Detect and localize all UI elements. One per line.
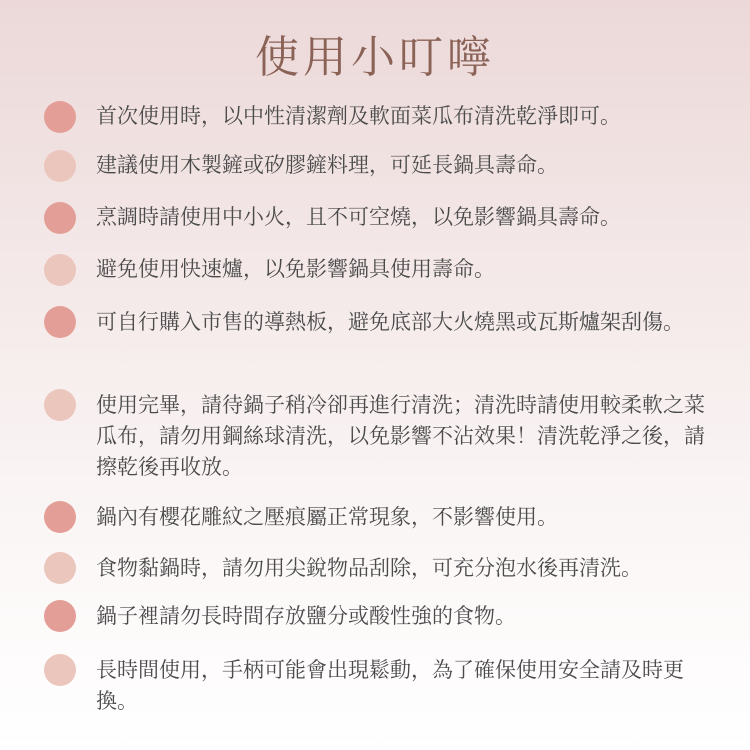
bullet-dot-icon bbox=[44, 254, 76, 286]
tip-text: 鍋子裡請勿長時間存放鹽分或酸性強的食物。 bbox=[96, 604, 516, 628]
bullet-dot-icon bbox=[44, 501, 76, 533]
tip-text: 食物黏鍋時，請勿用尖銳物品刮除，可充分泡水後再清洗。 bbox=[96, 556, 642, 580]
tip-text: 鍋內有櫻花雕紋之壓痕屬正常現象，不影響使用。 bbox=[96, 505, 558, 529]
bullet-dot-icon bbox=[44, 202, 76, 234]
bullet-dot-icon bbox=[44, 101, 76, 133]
tip-text: 避免使用快速爐，以免影響鍋具使用壽命。 bbox=[96, 257, 495, 281]
page-title: 使用小叮嚀 bbox=[255, 32, 495, 83]
tip-text: 首次使用時，以中性清潔劑及軟面菜瓜布清洗乾淨即可。 bbox=[96, 104, 621, 128]
tip-text: 建議使用木製鏟或矽膠鏟料理，可延長鍋具壽命。 bbox=[96, 153, 558, 177]
tip-text: 長時間使用，手柄可能會出現鬆動，為了確保使用安全請及時更換。 bbox=[96, 658, 684, 713]
bullet-dot-icon bbox=[44, 600, 76, 632]
bullet-dot-icon bbox=[44, 306, 76, 338]
bullet-dot-icon bbox=[44, 389, 76, 421]
bullet-dot-icon bbox=[44, 150, 76, 182]
tip-text: 使用完畢，請待鍋子稍冷卻再進行清洗；清洗時請使用較柔軟之菜瓜布，請勿用鋼絲球清洗，以免影響不沾效果！清洗乾淨之後，請擦乾後再收放。 bbox=[96, 393, 705, 479]
bullet-dot-icon bbox=[44, 654, 76, 686]
tip-text: 可自行購入市售的導熱板，避免底部大火燒黑或瓦斯爐架刮傷。 bbox=[96, 310, 684, 334]
bullet-dot-icon bbox=[44, 552, 76, 584]
tip-text: 烹調時請使用中小火，且不可空燒，以免影響鍋具壽命。 bbox=[96, 205, 621, 229]
